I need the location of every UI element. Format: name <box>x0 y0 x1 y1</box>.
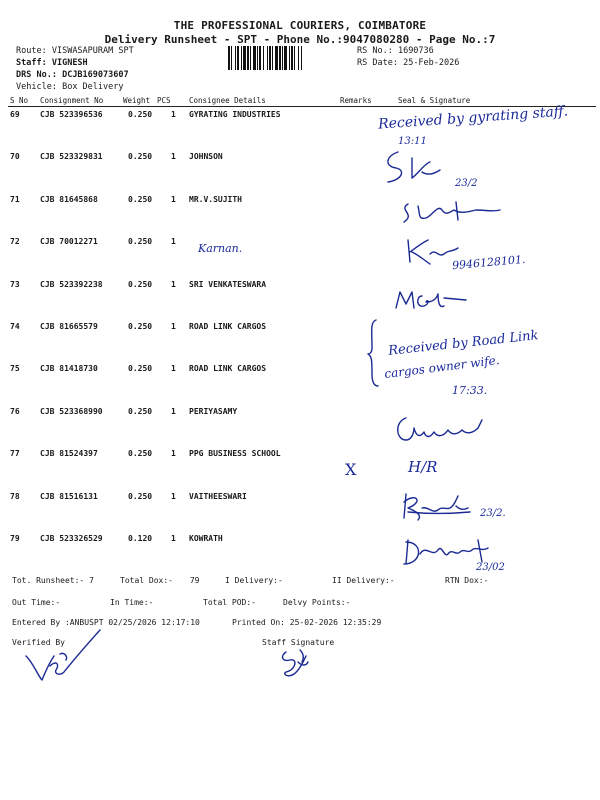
cell-consignee: ROAD LINK CARGOS <box>189 364 267 374</box>
cell-pcs: 1 <box>171 534 176 543</box>
col-pcs: PCS <box>157 96 171 105</box>
barcode-bar <box>302 46 303 70</box>
cell-consignee: PPG BUSINESS SCHOOL <box>189 449 281 459</box>
in-time: In Time:- <box>110 598 154 607</box>
cell-pcs: 1 <box>171 152 176 162</box>
rs-date-value: 25-Feb-2026 <box>403 58 460 68</box>
route-line <box>16 46 134 56</box>
vehicle-line <box>16 82 124 92</box>
cell-consignee: ROAD LINK CARGOS <box>189 322 267 331</box>
staff-signature-mark <box>276 646 316 682</box>
cell-sno: 72 <box>10 237 20 247</box>
cell-sno: 69 <box>10 110 20 119</box>
cell-sno: 79 <box>10 534 20 543</box>
cell-sno: 73 <box>10 279 20 289</box>
table-row <box>0 534 600 576</box>
cell-consignee: VAITHEESWARI <box>189 491 247 501</box>
handwritten-time: 13:11 <box>398 136 427 147</box>
handwritten-name-72: Karnan. <box>198 242 243 255</box>
rs-date-label: RS Date: <box>357 58 398 68</box>
cell-consignment: CJB 523368990 <box>40 406 103 416</box>
vehicle-value: Box Delivery <box>62 82 124 92</box>
signature-vaitheeswari <box>398 488 478 526</box>
cross-mark-77: X <box>345 460 357 479</box>
cell-weight: 0.250 <box>128 194 153 204</box>
table-row <box>0 492 600 534</box>
rs-no-label: RS No.: <box>357 46 393 56</box>
cell-weight: 0.250 <box>128 491 153 501</box>
cell-weight: 0.250 <box>128 279 153 289</box>
total-pod: Total POD:- <box>203 598 256 607</box>
cell-pcs: 1 <box>171 237 176 247</box>
cell-pcs: 1 <box>171 322 176 331</box>
cell-consignee: PERIYASAMY <box>189 406 238 416</box>
table-row <box>0 407 600 449</box>
cell-consignment: CJB 81645868 <box>40 194 98 204</box>
cell-pcs: 1 <box>171 279 176 289</box>
signature-johnson <box>378 148 458 188</box>
handwritten-time-75: 17:33. <box>452 384 488 397</box>
entered-by: Entered By :ANBUSPT 02/25/2026 12:17:10 <box>12 618 200 627</box>
ii-delivery: II Delivery:- <box>332 576 395 585</box>
rs-no-value: 1690736 <box>397 46 434 56</box>
cell-consignment: CJB 81516131 <box>40 491 98 501</box>
cell-sno: 74 <box>10 322 20 331</box>
cell-pcs: 1 <box>171 406 176 416</box>
rs-no-line <box>357 46 434 56</box>
cell-pcs: 1 <box>171 449 176 459</box>
cell-consignee: KOWRATH <box>189 534 223 543</box>
out-time: Out Time:- <box>12 598 61 607</box>
handwritten-phone-72: 9946128101. <box>451 252 526 273</box>
cell-consignee: GYRATING INDUSTRIES <box>189 110 281 119</box>
cell-consignment: CJB 523396536 <box>40 110 103 119</box>
cell-consignment: CJB 81665579 <box>40 322 98 331</box>
table-row <box>0 280 600 322</box>
cell-sno: 78 <box>10 491 20 501</box>
cell-consignment: CJB 523329831 <box>40 152 103 162</box>
col-weight: Weight <box>123 96 151 105</box>
verified-by-signature <box>20 626 110 686</box>
cell-consignee: JOHNSON <box>189 152 223 162</box>
cell-weight: 0.250 <box>128 322 153 331</box>
handwritten-date-78: 23/2. <box>480 508 506 519</box>
handwritten-received-note: Received by gyrating staff. <box>377 103 569 133</box>
cell-consignee: SRI VENKATESWARA <box>189 279 267 289</box>
col-consignment: Consignment No <box>40 96 104 105</box>
cell-sno: 70 <box>10 152 20 162</box>
rtn-dox: RTN Dox:- <box>445 576 489 585</box>
handwritten-received-road-link-1: Received by Road Link <box>387 328 540 359</box>
printed-on: Printed On: 25-02-2026 12:35:29 <box>232 618 382 627</box>
table-row <box>0 195 600 237</box>
table-row <box>0 152 600 194</box>
route-label: Route: <box>16 46 47 56</box>
cell-sno: 76 <box>10 406 20 416</box>
cell-sno: 77 <box>10 449 20 459</box>
cell-weight: 0.250 <box>128 406 153 416</box>
total-dox-value: 79 <box>189 576 200 585</box>
drs-label: DRS No.: <box>16 70 57 80</box>
cell-weight: 0.250 <box>128 364 153 374</box>
cell-weight: 0.250 <box>128 110 153 119</box>
verified-by-label: Verified By <box>12 638 65 647</box>
bracket-road-link <box>366 318 380 388</box>
col-signature: Seal & Signature <box>398 96 471 105</box>
col-sno: S No <box>10 96 29 105</box>
vehicle-label: Vehicle: <box>16 82 57 92</box>
cell-consignment: CJB 523326529 <box>40 534 103 543</box>
signature-sujith <box>396 198 506 228</box>
route-value: VISWASAPURAM SPT <box>51 46 134 56</box>
handwritten-date-70: 23/2 <box>455 178 478 189</box>
cell-consignment: CJB 70012271 <box>40 237 98 247</box>
cell-weight: 0.120 <box>128 534 153 543</box>
table-row <box>0 449 600 491</box>
cell-weight: 0.250 <box>128 237 153 247</box>
cell-consignment: CJB 81418730 <box>40 364 98 374</box>
total-dox-label: Total Dox:- <box>120 576 173 585</box>
handwritten-date-79: 23/02 <box>476 562 505 573</box>
cell-sno: 71 <box>10 194 20 204</box>
cell-pcs: 1 <box>171 491 176 501</box>
table-row <box>0 364 600 406</box>
signature-periyasamy <box>392 412 492 446</box>
i-delivery: I Delivery:- <box>225 576 283 585</box>
drs-value: DCJB169073607 <box>62 70 129 80</box>
cell-consignment: CJB 523392238 <box>40 279 103 289</box>
delvy-points: Delvy Points:- <box>283 598 351 607</box>
staff-line <box>16 58 88 68</box>
handwritten-hr-77: H/R <box>408 458 438 476</box>
staff-value: VIGNESH <box>51 58 88 68</box>
col-remarks: Remarks <box>340 96 372 105</box>
staff-signature-label: Staff Signature <box>262 638 335 647</box>
company-title: THE PROFESSIONAL COURIERS, COIMBATORE <box>173 19 427 32</box>
signature-sri-venkateswara <box>392 286 472 314</box>
cell-sno: 75 <box>10 364 20 374</box>
staff-label: Staff: <box>16 58 47 68</box>
total-dox <box>120 576 199 585</box>
rs-date-line <box>357 58 459 68</box>
col-consignee: Consignee Details <box>189 96 266 105</box>
cell-pcs: 1 <box>171 110 176 119</box>
cell-weight: 0.250 <box>128 449 153 459</box>
cell-consignee: MR.V.SUJITH <box>189 194 242 204</box>
runsheet-subtitle: Delivery Runsheet - SPT - Phone No.:9047080280 - Page No.:7 <box>104 33 496 46</box>
cell-pcs: 1 <box>171 364 176 374</box>
barcode <box>228 46 352 70</box>
cell-pcs: 1 <box>171 194 176 204</box>
cell-consignment: CJB 81524397 <box>40 449 98 459</box>
tot-runsheet: Tot. Runsheet:- 7 <box>12 576 94 585</box>
cell-weight: 0.250 <box>128 152 153 162</box>
drs-line <box>16 70 129 80</box>
handwritten-received-road-link-2: cargos owner wife. <box>383 352 501 382</box>
